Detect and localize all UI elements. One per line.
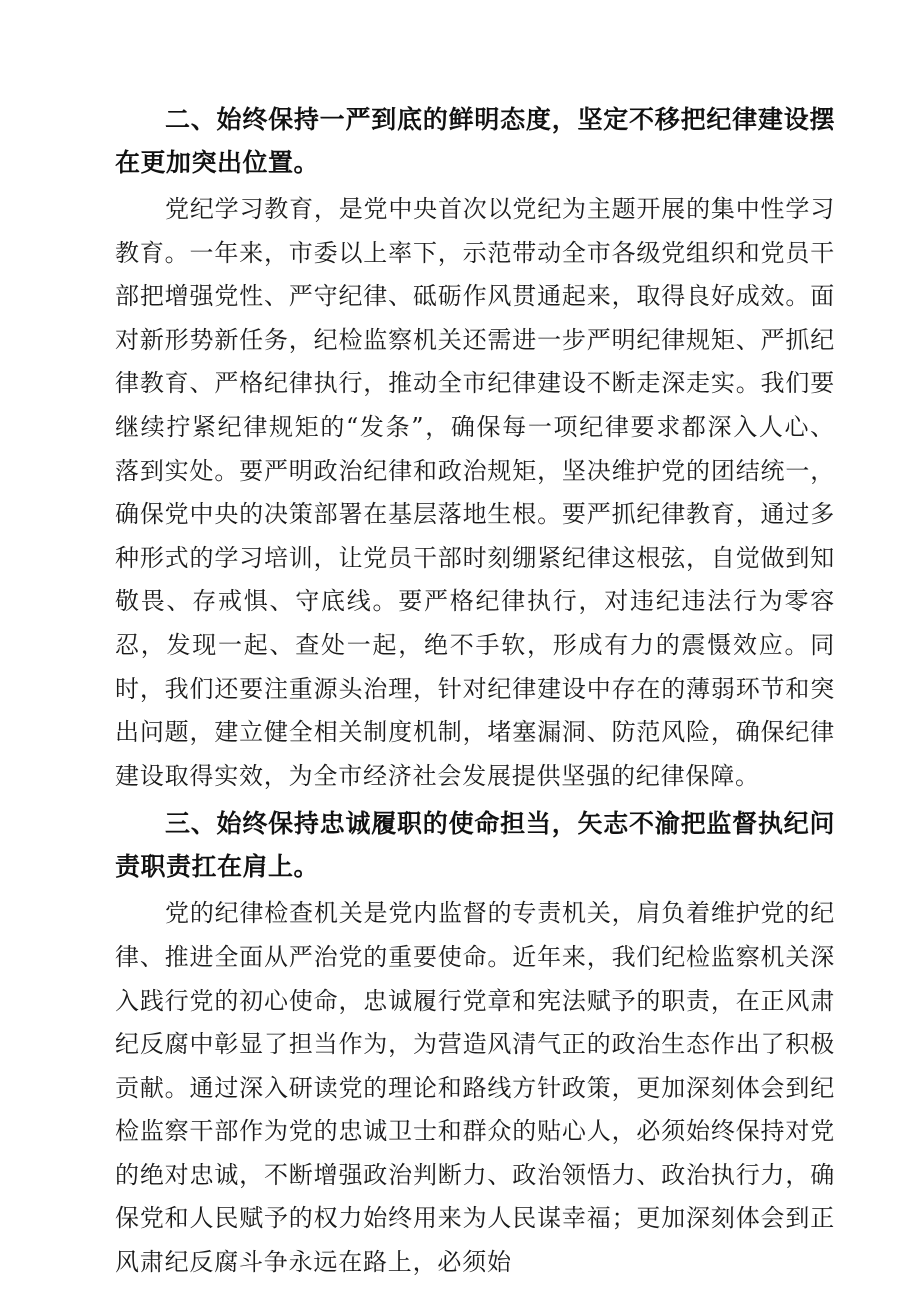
section-three-heading: 三、始终保持忠诚履职的使命担当，矢志不渝把监督执纪问责职责扛在肩上。	[115, 809, 835, 882]
section-two-heading: 二、始终保持一严到底的鲜明态度，坚定不移把纪律建设摆在更加突出位置。	[115, 105, 835, 177]
document-body	[115, 98, 835, 1285]
section-three-paragraph: 党的纪律检查机关是党内监督的专责机关，肩负着维护党的纪律、推进全面从严治党的重要使命。近年来，我们纪检监察机关深入践行党的初心使命，忠诚履行党章和宪法赋予的职责，在正风肃纪反腐中彰显了担当作为，为营造风清气正的政治生态作出了积极贡献。通过深入研读党的理论和路线方针政策，更加深刻体会到纪检监察干部作为党的忠诚卫士和群众的贴心人，必须始终保持对党的绝对忠诚，不断增强政治判断力、政治领悟力、政治执行力，确保党和人民赋予的权力始终用来为人民谋幸福；更加深刻体会到正风肃纪反腐斗争永远在路上，必须始	[115, 899, 835, 1277]
section-two-paragraph: 党纪学习教育，是党中央首次以党纪为主题开展的集中性学习教育。一年来，市委以上率下，示范带动全市各级党组织和党员干部把增强党性、严守纪律、砥砺作风贯通起来，取得良好成效。面对新形势新任务，纪检监察机关还需进一步严明纪律规矩、严抓纪律教育、严格纪律执行，推动全市纪律建设不断走深走实。我们要继续拧紧纪律规矩的“发条”，确保每一项纪律要求都深入人心、落到实处。要严明政治纪律和政治规矩，坚决维护党的团结统一，确保党中央的决策部署在基层落地生根。要严抓纪律教育，通过多种形式的学习培训，让党员干部时刻绷紧纪律这根弦，自觉做到知敬畏、存戒惧、守底线。要严格纪律执行，对违纪违法行为零容忍，发现一起、查处一起，绝不手软，形成有力的震慑效应。同时，我们还要注重源头治理，针对纪律建设中存在的薄弱环节和突出问题，建立健全相关制度机制，堵塞漏洞、防范风险，确保纪律建设取得实效，为全市经济社会发展提供坚强的纪律保障。	[115, 195, 835, 790]
